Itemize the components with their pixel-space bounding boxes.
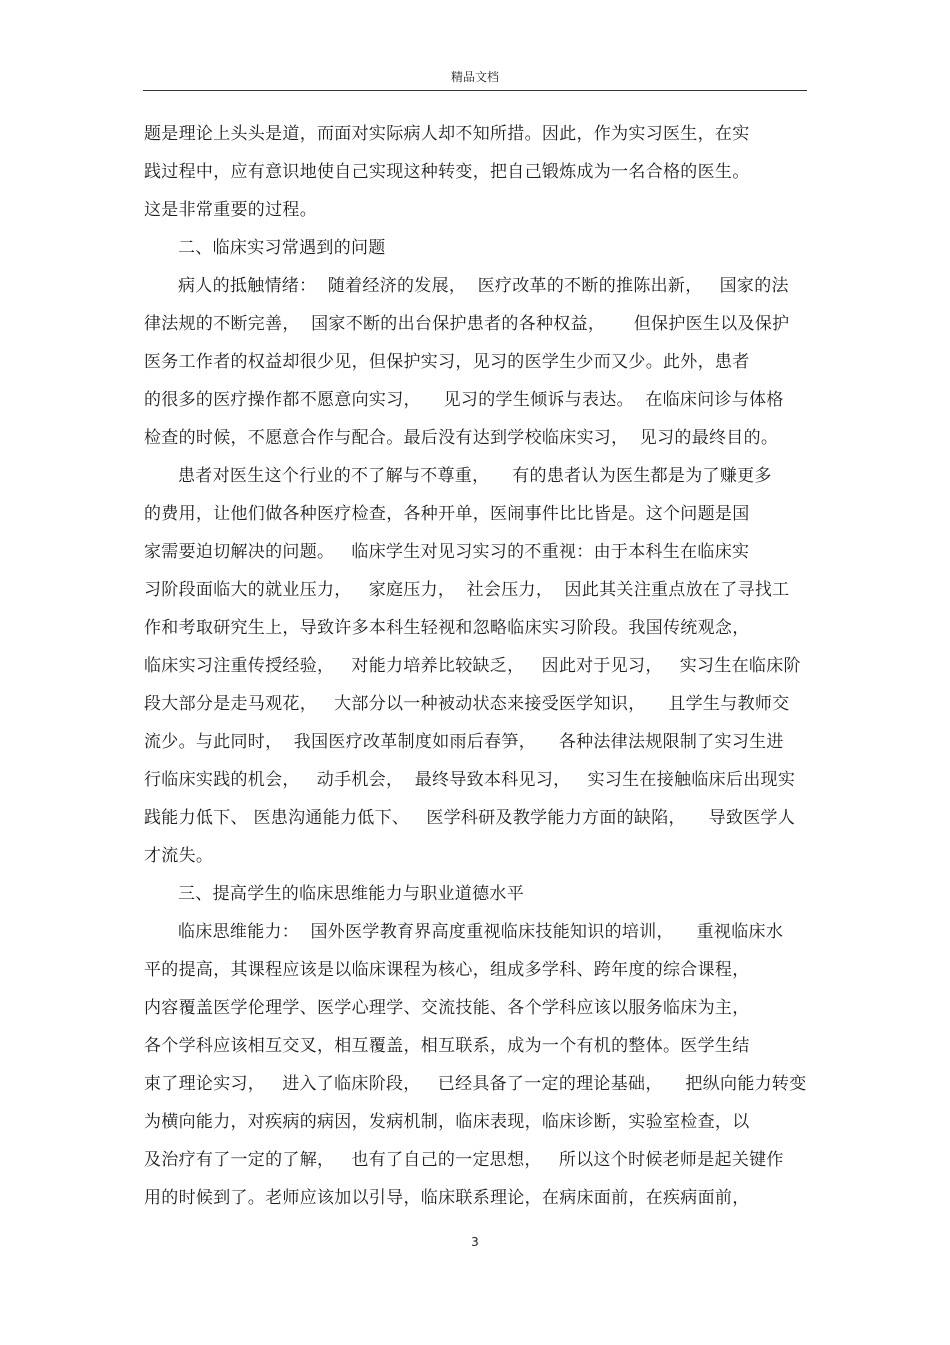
text-line: 行临床实践的机会， 动手机会， 最终导致本科见习， 实习生在接触临床后出现实: [144, 770, 796, 790]
text-line: 才流失。: [144, 846, 214, 866]
text-line: 各个学科应该相互交叉，相互覆盖，相互联系，成为一个有机的整体。医学生结: [144, 1036, 750, 1056]
text-line: 的很多的医疗操作都不愿意向实习， 见习的学生倾诉与表达。 在临床问诊与体格: [144, 390, 784, 410]
text-line: 内容覆盖医学伦理学、医学心理学、交流技能、各个学科应该以服务临床为主，: [144, 998, 750, 1018]
text-line: 的费用，让他们做各种医疗检查，各种开单，医闹事件比比皆是。这个问题是国: [144, 504, 750, 524]
text-line: 这是非常重要的过程。: [144, 200, 317, 220]
text-line: 临床思维能力： 国外医学教育界高度重视临床技能知识的培训， 重视临床水: [178, 922, 784, 942]
text-line: 及治疗有了一定的了解， 也有了自己的一定思想， 所以这个时候老师是起关键作: [144, 1150, 784, 1170]
text-line: 践能力低下、 医患沟通能力低下、 医学科研及教学能力方面的缺陷， 导致医学人: [144, 808, 796, 828]
header-divider: [143, 90, 807, 91]
page-number: 3: [471, 1235, 479, 1249]
text-line: 病人的抵触情绪： 随着经济的发展， 医疗改革的不断的推陈出新， 国家的法: [178, 276, 789, 296]
section-heading: 二、临床实习常遇到的问题: [178, 238, 386, 258]
text-line: 段大部分是走马观花， 大部分以一种被动状态来接受医学知识， 且学生与教师交: [144, 694, 790, 714]
text-line: 患者对医生这个行业的不了解与不尊重， 有的患者认为医生都是为了赚更多: [178, 466, 772, 486]
text-line: 医务工作者的权益却很少见，但保护实习，见习的医学生少而又少。此外，患者: [144, 352, 750, 372]
text-line: 为横向能力，对疾病的病因，发病机制，临床表现，临床诊断，实验室检查，以: [144, 1112, 750, 1132]
text-line: 流少。与此同时， 我国医疗改革制度如雨后春笋， 各种法律法规限制了实习生进: [144, 732, 784, 752]
text-line: 临床实习注重传授经验， 对能力培养比较缺乏， 因此对于见习， 实习生在临床阶: [144, 656, 801, 676]
text-line: 习阶段面临大的就业压力， 家庭压力， 社会压力， 因此其关注重点放在了寻找工: [144, 580, 790, 600]
text-line: 家需要迫切解决的问题。 临床学生对见习实习的不重视：由于本科生在临床实: [144, 542, 750, 562]
text-line: 束了理论实习， 进入了临床阶段， 已经具备了一定的理论基础， 把纵向能力转变: [144, 1074, 807, 1094]
text-line: 平的提高，其课程应该是以临床课程为核心，组成多学科、跨年度的综合课程，: [144, 960, 750, 980]
text-line: 作和考取研究生上，导致许多本科生轻视和忽略临床实习阶段。我国传统观念，: [144, 618, 750, 638]
text-line: 用的时候到了。老师应该加以引导，临床联系理论，在病床面前，在疾病面前，: [144, 1188, 750, 1208]
text-line: 题是理论上头头是道，而面对实际病人却不知所措。因此，作为实习医生，在实: [144, 124, 750, 144]
header-title: 精品文档: [450, 70, 499, 84]
section-heading: 三、提高学生的临床思维能力与职业道德水平: [178, 884, 524, 904]
text-line: 践过程中，应有意识地使自己实现这种转变，把自己锻炼成为一名合格的医生。: [144, 162, 750, 182]
text-line: 检查的时候，不愿意合作与配合。最后没有达到学校临床实习， 见习的最终目的。: [144, 428, 779, 448]
text-line: 律法规的不断完善， 国家不断的出台保护患者的各种权益， 但保护医生以及保护: [144, 314, 790, 334]
